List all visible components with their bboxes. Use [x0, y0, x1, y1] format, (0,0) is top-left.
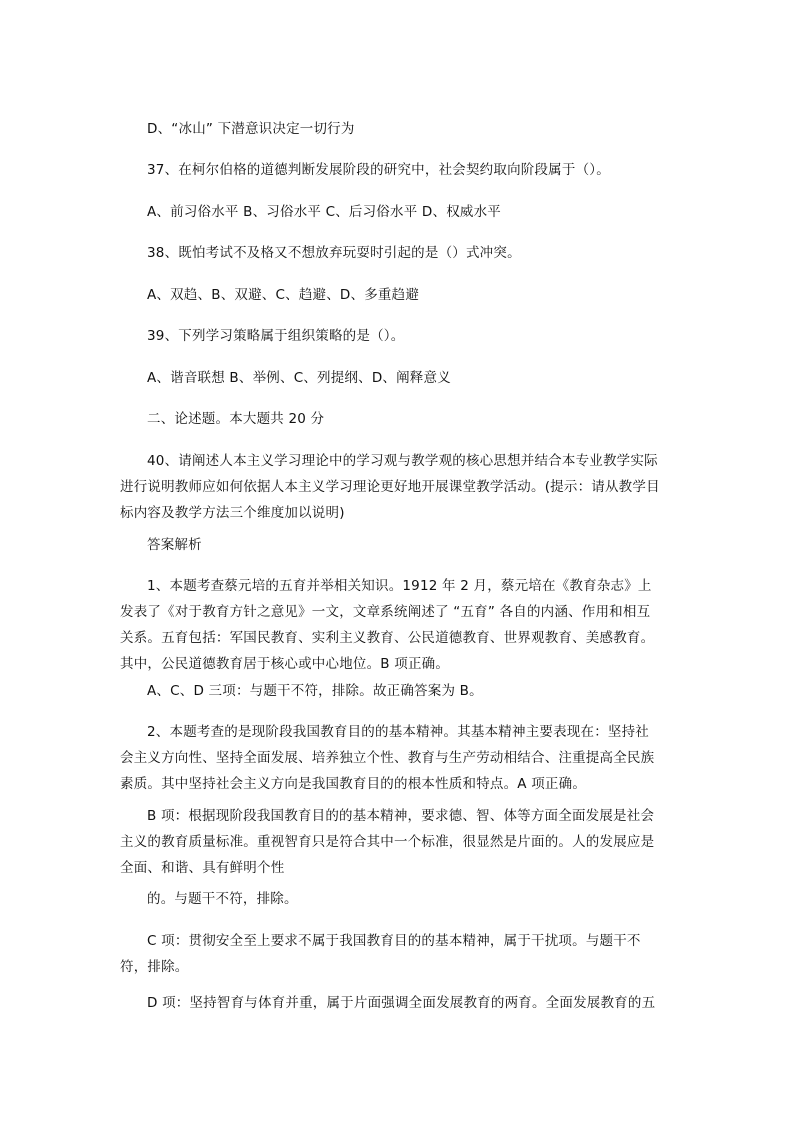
- options-q37: A、前习俗水平 B、习俗水平 C、后习俗水平 D、权威水平: [147, 204, 501, 220]
- answer-1-note: A、C、D 三项：与题干不符，排除。故正确答案为 B。: [147, 683, 483, 699]
- answer-1: 1、本题考查蔡元培的五育并举相关知识。1912 年 2 月，蔡元培在《教育杂志》上发表了《对于教育方针之意见》一文，文章系统阐述了 “五育” 各自的内涵、作用和相互关系。五育包括：军国民教育、实利主义教育、公民道德教育、世界观教育、美感教育。其中，公民道德教育居于核心或中心地位。B 项正确。: [120, 578, 655, 672]
- options-q39: A、谐音联想 B、举例、C、列提纲、D、阐释意义: [147, 370, 451, 386]
- options-q38: A、双趋、B、双避、C、趋避、D、多重趋避: [147, 287, 420, 303]
- section-heading-essay: 二、论述题。本大题共 20 分: [147, 411, 325, 427]
- answer-2-option-c: C 项：贯彻安全至上要求不属于我国教育目的的基本精神，属于干扰项。与题干不符，排除。: [120, 933, 641, 975]
- question-38: 38、既怕考试不及格又不想放弃玩耍时引起的是（）式冲突。: [147, 245, 521, 261]
- answer-2-option-b: B 项：根据现阶段我国教育目的的基本精神，要求德、智、体等方面全面发展是社会主义的教育质量标准。重视智育只是符合其中一个标准，很显然是片面的。人的发展应是全面、和谐、具有鲜明个性: [120, 808, 655, 876]
- answer-2: 2、本题考查的是现阶段我国教育目的的基本精神。其基本精神主要表现在：坚持社会主义方向性、坚持全面发展、培养独立个性、教育与生产劳动相结合、注重提高全民族素质。其中坚持社会主义方向是我国教育目的的根本性质和特点。A 项正确。: [120, 724, 655, 792]
- answer-heading: 答案解析: [147, 537, 202, 553]
- answer-2-option-d: D 项：坚持智育与体育并重，属于片面强调全面发展教育的两育。全面发展教育的五: [147, 995, 656, 1011]
- question-40: 40、请阐述人本主义学习理论中的学习观与教学观的核心思想并结合本专业教学实际进行说明教师应如何依据人本主义学习理论更好地开展课堂教学活动。(提示：请从教学目标内容及教学方法三个维度加以说明): [120, 453, 660, 521]
- question-39: 39、下列学习策略属于组织策略的是（）。: [147, 328, 405, 344]
- option-d-q36: D、“冰山” 下潜意识决定一切行为: [147, 121, 355, 137]
- question-37: 37、在柯尔伯格的道德判断发展阶段的研究中，社会契约取向阶段属于（）。: [147, 162, 610, 178]
- answer-2-option-b-cont: 的。与题干不符，排除。: [147, 891, 298, 907]
